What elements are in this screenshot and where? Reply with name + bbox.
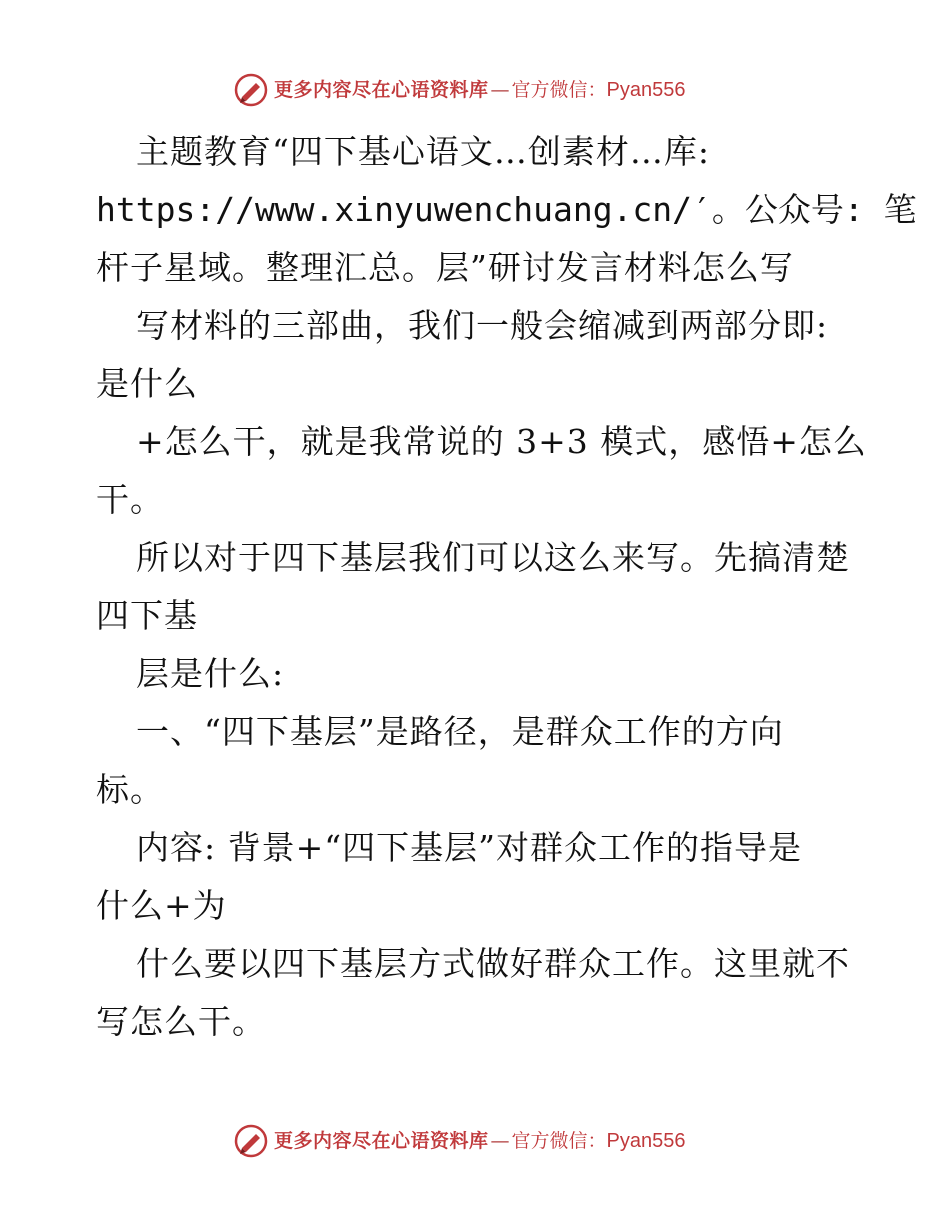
body-line: 是什么 bbox=[96, 364, 198, 403]
header-brand: 更多内容尽在心语资料库 bbox=[274, 78, 489, 101]
header-wechat-label: 官方微信： bbox=[511, 78, 607, 101]
header-separator: — bbox=[490, 78, 510, 101]
footer-banner bbox=[234, 1124, 686, 1158]
footer-brand: 更多内容尽在心语资料库 bbox=[274, 1129, 489, 1152]
body-line: 标。 bbox=[96, 770, 164, 809]
body-line: 写怎么干。 bbox=[96, 1002, 266, 1041]
document-body bbox=[96, 123, 917, 1051]
body-line: https://www.xinyuwenchuang.cn/′。公众号: 笔 bbox=[96, 190, 917, 229]
body-line: 四下基 bbox=[96, 596, 198, 635]
body-line: 层是什么: bbox=[136, 654, 285, 693]
header-banner bbox=[234, 73, 686, 107]
body-line: 什么+为 bbox=[96, 886, 227, 925]
body-line: +怎么干，就是我常说的 3+3 模式，感悟+怎么 bbox=[136, 422, 867, 461]
body-line: 干。 bbox=[96, 480, 164, 519]
body-line: 内容: 背景+“四下基层”对群众工作的指导是 bbox=[136, 828, 802, 867]
footer-separator: — bbox=[490, 1129, 510, 1152]
header-wechat-id: Pyan556 bbox=[606, 79, 686, 101]
body-line: 一、“四下基层”是路径，是群众工作的方向 bbox=[136, 712, 784, 751]
body-line: 所以对于四下基层我们可以这么来写。先搞清楚 bbox=[136, 538, 850, 577]
pen-logo-icon bbox=[234, 73, 268, 107]
footer-wechat-id: Pyan556 bbox=[606, 1130, 686, 1152]
footer-wechat-label: 官方微信： bbox=[511, 1129, 607, 1152]
pen-logo-icon bbox=[234, 1124, 268, 1158]
body-line: 写材料的三部曲，我们一般会缩减到两部分即: bbox=[136, 306, 829, 345]
body-line: 杆子星域。整理汇总。层”研讨发言材料怎么写 bbox=[96, 248, 794, 287]
body-line: 什么要以四下基层方式做好群众工作。这里就不 bbox=[136, 944, 850, 983]
body-line: 主题教育“四下基心语文…创素材…库: bbox=[136, 132, 710, 171]
